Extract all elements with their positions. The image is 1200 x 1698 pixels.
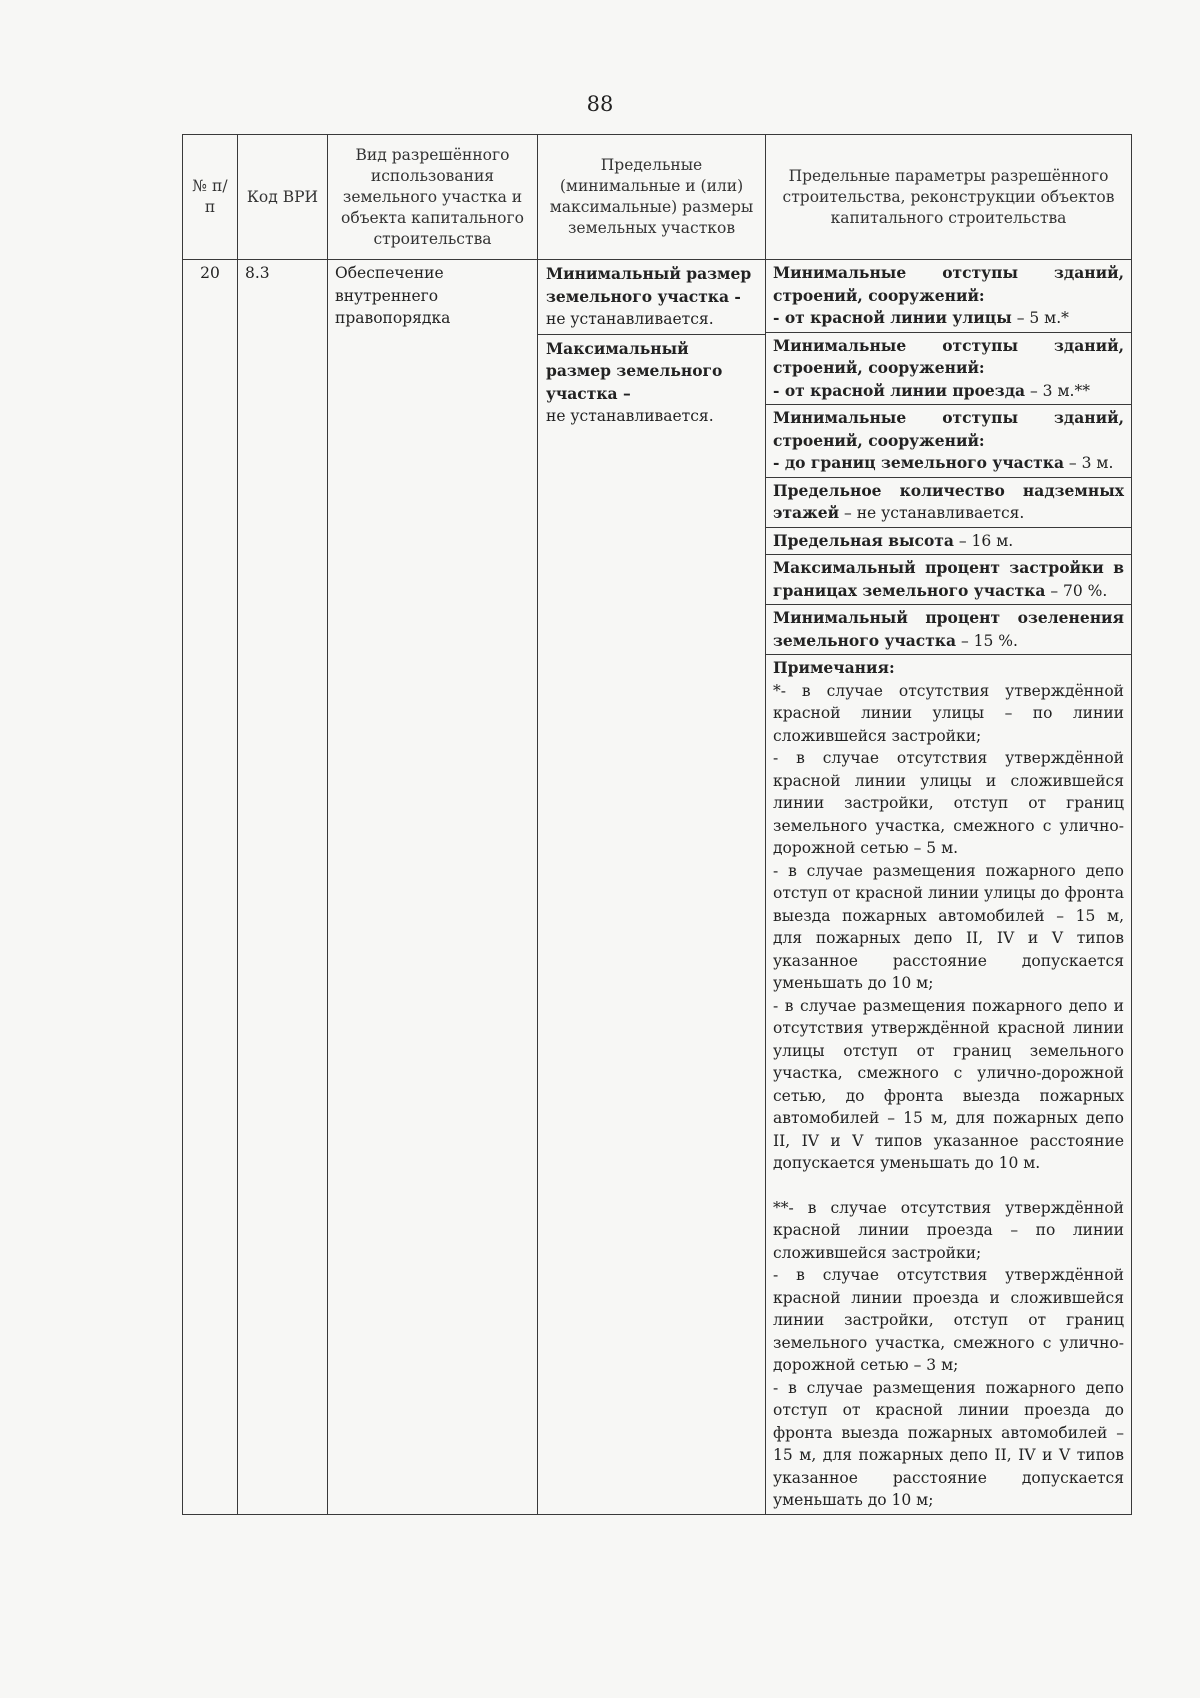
table-header-row (183, 135, 1132, 260)
param-greenery-label: Минимальный процент озеленения земельного участка (773, 608, 1124, 650)
header-code: Код ВРИ (238, 135, 328, 260)
size-min-value: не устанавливается. (546, 310, 714, 328)
param-setback-driveway-item: - от красной линии проезда (773, 380, 1026, 400)
size-max-block (538, 335, 765, 431)
param-setback-driveway-value: – 3 м.** (1025, 381, 1090, 400)
param-coverage-value: – 70 %. (1045, 581, 1108, 600)
size-max-value: не устанавливается. (546, 407, 714, 425)
row-num: 20 (183, 260, 238, 1515)
note-item: **- в случае отсутствия утверждённой красной линии проезда – по линии сложившейся застройки; (773, 1198, 1124, 1262)
param-coverage-label: Максимальный процент застройки в границах земельного участка (773, 558, 1124, 600)
regulations-table (182, 134, 1132, 1515)
size-max-label: Максимальный размер земельного участка – (546, 338, 723, 403)
param-greenery (766, 605, 1131, 655)
param-floors-value: – не устанавливается. (839, 504, 1025, 522)
size-min-label: Минимальный размер земельного участка - (546, 264, 752, 306)
note-item: - в случае размещения пожарного депо отступ от красной линии улицы до фронта выезда пожарных автомобилей – 15 м, для пожарных депо II, IV и V типов указанное расстояние допускается уменьшать до 10 м; (773, 861, 1124, 992)
size-min-block (538, 260, 765, 335)
notes-title: Примечания: (773, 658, 895, 677)
row-size-cell (538, 260, 766, 1515)
param-height-value: – 16 м. (953, 531, 1014, 550)
notes-block (766, 655, 1131, 1514)
header-params: Предельные параметры разрешённого строительства, реконструкции объектов капитального строительства (766, 135, 1132, 260)
param-setback-boundary-value: – 3 м. (1064, 454, 1114, 472)
regulations-table-wrap (182, 134, 1132, 1515)
notes-spacer (773, 1175, 1124, 1197)
param-setback-street-value: – 5 м.* (1011, 309, 1069, 327)
note-item: - в случае размещения пожарного депо и отсутствия утверждённой красной линии улицы отступ от границ земельного участка, смежного с улично-дорожной сетью, до фронта выезда пожарных автомобилей – 15 м, для пожарных депо II, IV и V типов указанное расстояние допускается уменьшать до 10 м. (773, 996, 1124, 1172)
note-item: - в случае отсутствия утверждённой красной линии улицы и сложившейся линии застройки, отступ от границ земельного участка, смежного с улично-дорожной сетью – 5 м. (773, 749, 1124, 857)
page-number: 88 (586, 92, 614, 116)
table-row (183, 260, 1132, 1515)
param-setback-boundary-head: Минимальные отступы зданий, строений, сооружений: (773, 408, 1124, 450)
param-height (766, 528, 1131, 556)
param-floors-label: Предельное количество надземных этажей (773, 480, 1124, 522)
param-setback-boundary (766, 405, 1131, 478)
note-item: - в случае размещения пожарного депо отступ от красной линии проезда до фронта выезда пожарных автомобилей – 15 м, для пожарных депо II, IV и V типов указанное расстояние допускается уменьшать до 10 м; (773, 1378, 1124, 1509)
param-setback-boundary-item: - до границ земельного участка (773, 453, 1064, 472)
note-item: - в случае отсутствия утверждённой красной линии проезда и сложившейся линии застройки, отступ от границ земельного участка, смежного с улично-дорожной сетью – 3 м; (773, 1266, 1124, 1374)
param-height-label: Предельная высота (773, 530, 954, 550)
param-setback-street-item: - от красной линии улицы (773, 308, 1012, 327)
param-floors (766, 478, 1131, 528)
row-params-cell (766, 260, 1132, 1515)
param-setback-driveway-head: Минимальные отступы зданий, строений, сооружений: (773, 335, 1124, 377)
param-coverage (766, 555, 1131, 605)
header-vri: Вид разрешённого использования земельного участка и объекта капитального строительства (328, 135, 538, 260)
param-setback-driveway (766, 333, 1131, 406)
param-setback-street-head: Минимальные отступы зданий, строений, сооружений: (773, 263, 1124, 305)
note-item: *- в случае отсутствия утверждённой красной линии улицы – по линии сложившейся застройки; (773, 681, 1124, 745)
header-size: Предельные (минимальные и (или) максимальные) размеры земельных участков (538, 135, 766, 260)
param-setback-street (766, 260, 1131, 333)
row-code: 8.3 (238, 260, 328, 1515)
param-greenery-value: – 15 %. (956, 631, 1018, 650)
row-vri: Обеспечение внутреннего правопорядка (328, 260, 538, 1515)
header-num: № п/п (183, 135, 238, 260)
